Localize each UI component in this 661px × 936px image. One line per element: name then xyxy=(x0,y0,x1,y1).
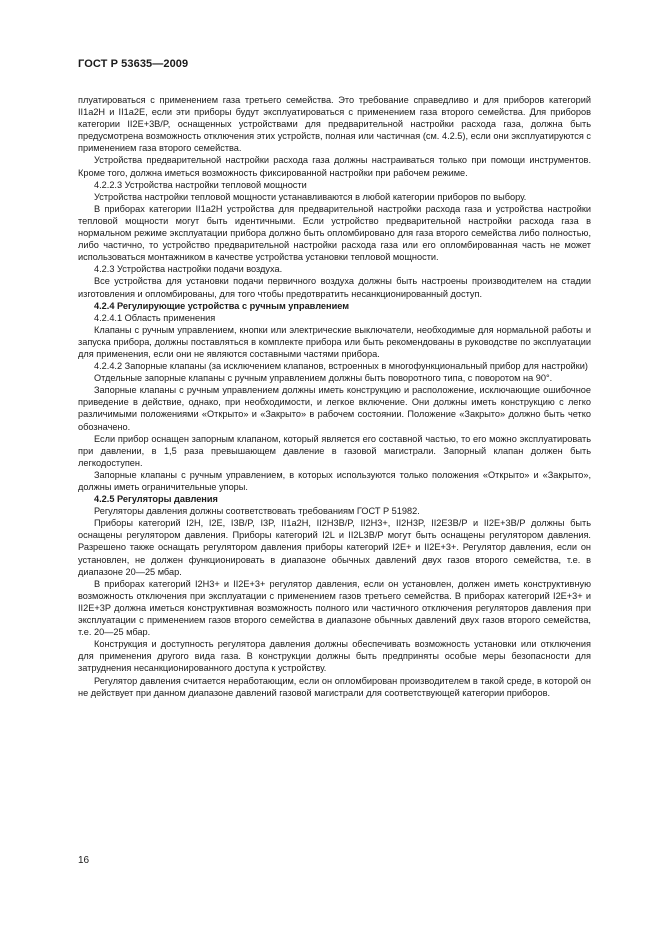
paragraph: В приборах категории II1a2H устройства для предварительной настройки расхода газа и устройства настройки тепловой мощности могут быть идентичными. Если устройство предварительной настройки расхода газа в нормальном режиме эксплуатации прибора должно быть опломбировано для газа второго семейства либо полностью, либо частично, то устройство предварительной настройки расхода газа или его опломбированная часть не может использоваться монтажником в качестве устройства установки тепловой мощности. xyxy=(78,203,591,263)
paragraph: Запорные клапаны с ручным управлением должны иметь конструкцию и расположение, исключающие ошибочное приведение в действие, однако, при необходимости, и легкое включение. Они должны иметь конструкцию с легко различимыми положениями «Открыто» и «Закрыто» в рабочем состоянии. Положение «Закрыто» должно быть четко обозначено. xyxy=(78,385,591,432)
paragraph: Регулятор давления считается неработающим, если он опломбирован производителем в такой среде, в которой он не действует при данном диапазоне давлений газовой магистрали для соответствующей категории приборов. xyxy=(78,675,591,698)
paragraph: Конструкция и доступность регулятора давления должны обеспечивать возможность установки или отключения для применения другого вида газа. В конструкции должны быть предприняты особые меры безопасности для затруднения несанкционированного доступа к устройству. xyxy=(78,639,591,674)
document-body xyxy=(78,94,591,699)
page-number: 16 xyxy=(78,855,90,866)
paragraph: Отдельные запорные клапаны с ручным управлением должны быть поворотного типа, с поворотом на 90°. xyxy=(94,373,553,384)
paragraph: плуатироваться с применением газа третьего семейства. Это требование справедливо и для приборов категорий II1a2H и II1a2E, если эти приборы будут эксплуатироваться с применением газа второго семейства. Для приборов категории II2E+3B/P, оснащенных устройствами для предварительной настройки расхода газа, должна быть предусмотрена возможность отключения этих устройств, полная или частичная (см. 4.2.5), если они эксплуатируются с применением газа второго семейства. xyxy=(78,95,591,154)
paragraph: Приборы категорий I2H, I2E, I3B/P, I3P, II1a2H, II2H3B/P, II2H3+, II2H3P, II2E3B/P и II2E+3B/P должны быть оснащены регулятором давления. Приборы категорий I2L и II2L3B/P могут быть оснащены регулятором давления. Разрешено также оснащать регулятором давления приборы категорий I2E+ и II2E+3+. Регулятор давления, если он установлен, не должен функционировать в диапазоне обычных давлений двух газов второго семейства, т.е. в диапазоне 20—25 мбар. xyxy=(78,518,591,577)
paragraph: Регуляторы давления должны соответствовать требованиям ГОСТ Р 51982. xyxy=(94,506,420,517)
paragraph: Устройства настройки тепловой мощности устанавливаются в любой категории приборов по выбору. xyxy=(94,191,527,202)
subsection-heading: 4.2.2.3 Устройства настройки тепловой мощности xyxy=(94,179,307,190)
paragraph: В приборах категорий I2H3+ и II2E+3+ регулятор давления, если он установлен, должен иметь конструктивную возможность отключения при эксплуатации с применением газов третьего семейства. В приборах категорий I2E+3+ и II2E+3P должна иметься конструктивная возможность полного или частичного отключения регуляторов давления при эксплуатации с применением газов второго семейства в диапазоне обычных давлений двух газов второго семейства, т.е. 20—25 мбар. xyxy=(78,578,591,638)
paragraph: Если прибор оснащен запорным клапаном, который является его составной частью, то его можно эксплуатировать при давлении, в 1,5 раза превышающем давление в газовой магистрали. Запорный клапан должен быть легкодоступен. xyxy=(78,433,591,468)
paragraph: Устройства предварительной настройки расхода газа должны настраиваться только при помощи инструментов. Кроме того, должна иметься возможность фиксированной настройки при рабочем режиме. xyxy=(78,155,591,178)
paragraph: Клапаны с ручным управлением, кнопки или электрические выключатели, необходимые для нормальной работы и запуска прибора, должны поставляться в комплекте прибора или быть рекомендованы в руководстве по эксплуатации для применения, если они не являются составными частями прибора. xyxy=(78,324,591,359)
section-heading: 4.2.4 Регулирующие устройства с ручным управлением xyxy=(94,300,350,311)
section-heading: 4.2.5 Регуляторы давления xyxy=(94,494,218,505)
subsection-heading: 4.2.3 Устройства настройки подачи воздуха. xyxy=(94,264,283,275)
paragraph: Все устройства для установки подачи первичного воздуха должны быть настроены производителем на стадии изготовления и опломбированы, для того чтобы предотвратить несанкционированный доступ. xyxy=(78,276,591,299)
subsection-heading: 4.2.4.1 Область применения xyxy=(94,312,216,323)
paragraph: Запорные клапаны с ручным управлением, в которых используются только положения «Открыто» и «Закрыто», должны иметь ограничительные упоры. xyxy=(78,469,591,492)
document-header: ГОСТ Р 53635—2009 xyxy=(78,58,189,70)
subsection-heading: 4.2.4.2 Запорные клапаны (за исключением клапанов, встроенных в многофункциональный прибор для настройки) xyxy=(94,361,588,372)
